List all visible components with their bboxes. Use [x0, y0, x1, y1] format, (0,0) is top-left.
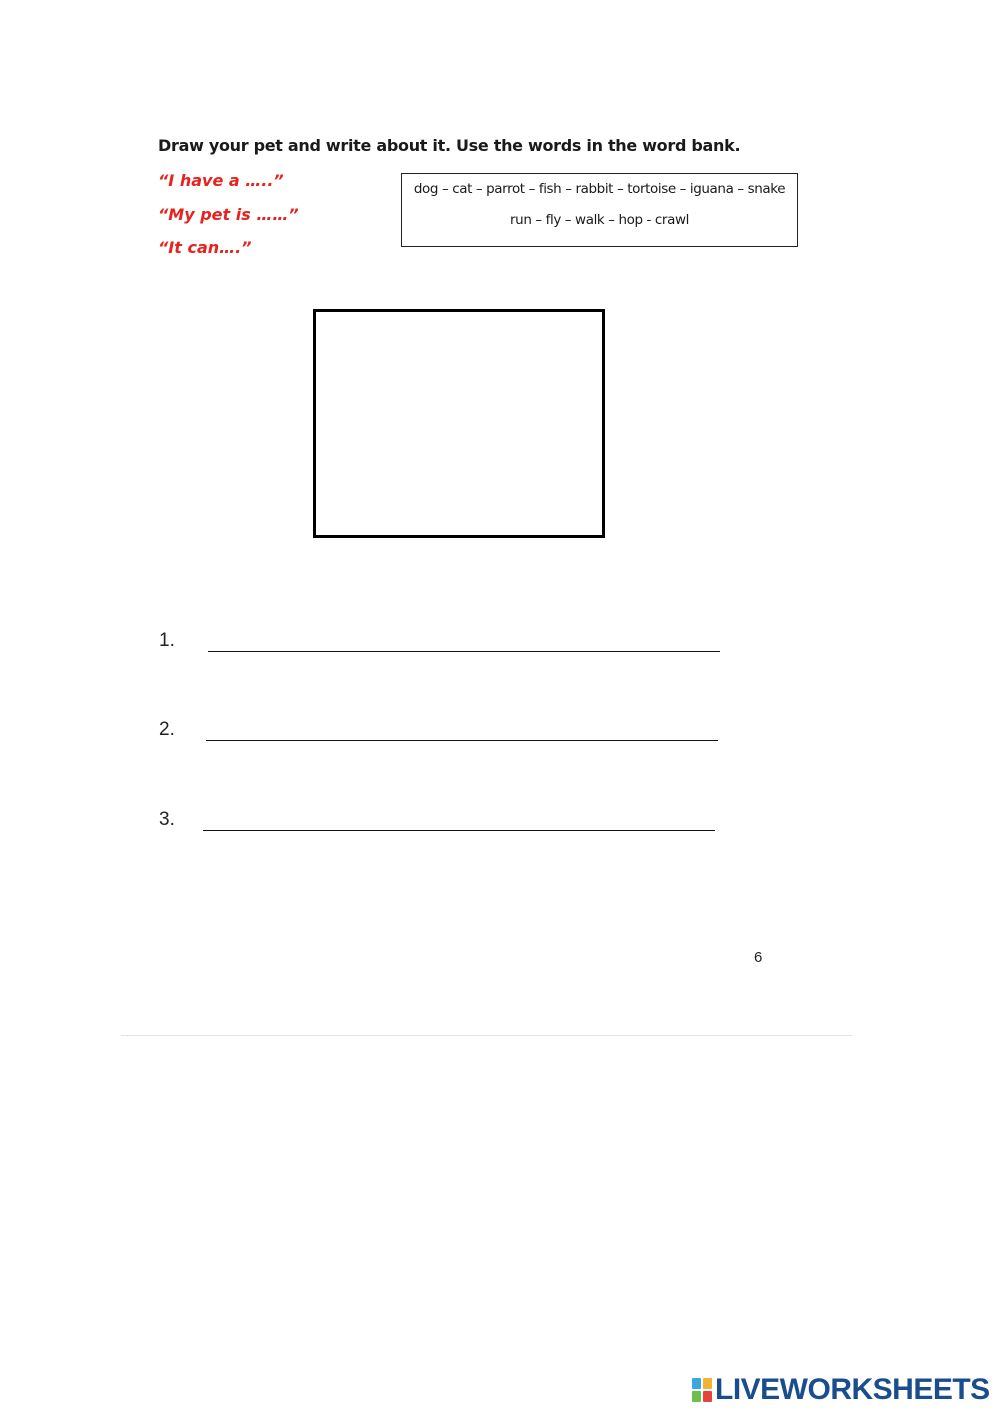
answer-number: 3.: [159, 809, 175, 830]
prompt-my-pet-is: “My pet is ……”: [158, 205, 299, 224]
liveworksheets-logo-icon: [692, 1378, 712, 1402]
page-divider: [121, 1035, 852, 1036]
logo-square-yellow: [703, 1378, 712, 1389]
brand-name: LIVEWORKSHEETS: [715, 1373, 990, 1406]
prompt-i-have: “I have a …..”: [158, 171, 284, 190]
answer-rule[interactable]: [206, 740, 718, 741]
answer-line-3[interactable]: [159, 809, 717, 831]
answer-rule[interactable]: [208, 651, 720, 652]
word-bank-actions: run – fly – walk – hop - crawl: [510, 212, 689, 228]
logo-square-red: [703, 1391, 712, 1402]
word-bank: [401, 173, 798, 247]
answer-number: 2.: [159, 719, 175, 740]
drawing-box[interactable]: [313, 309, 605, 538]
answer-line-1[interactable]: [159, 630, 721, 652]
answer-number: 1.: [159, 630, 175, 651]
page-number: 6: [754, 949, 763, 966]
liveworksheets-brand[interactable]: [692, 1373, 990, 1407]
logo-square-blue: [692, 1378, 701, 1389]
logo-square-green: [692, 1391, 701, 1402]
answer-rule[interactable]: [203, 830, 715, 831]
word-bank-animals: dog – cat – parrot – fish – rabbit – tortoise – iguana – snake: [413, 181, 786, 197]
prompt-it-can: “It can….”: [158, 238, 252, 257]
instruction-text: Draw your pet and write about it. Use the words in the word bank.: [158, 136, 741, 155]
answer-line-2[interactable]: [159, 719, 719, 741]
